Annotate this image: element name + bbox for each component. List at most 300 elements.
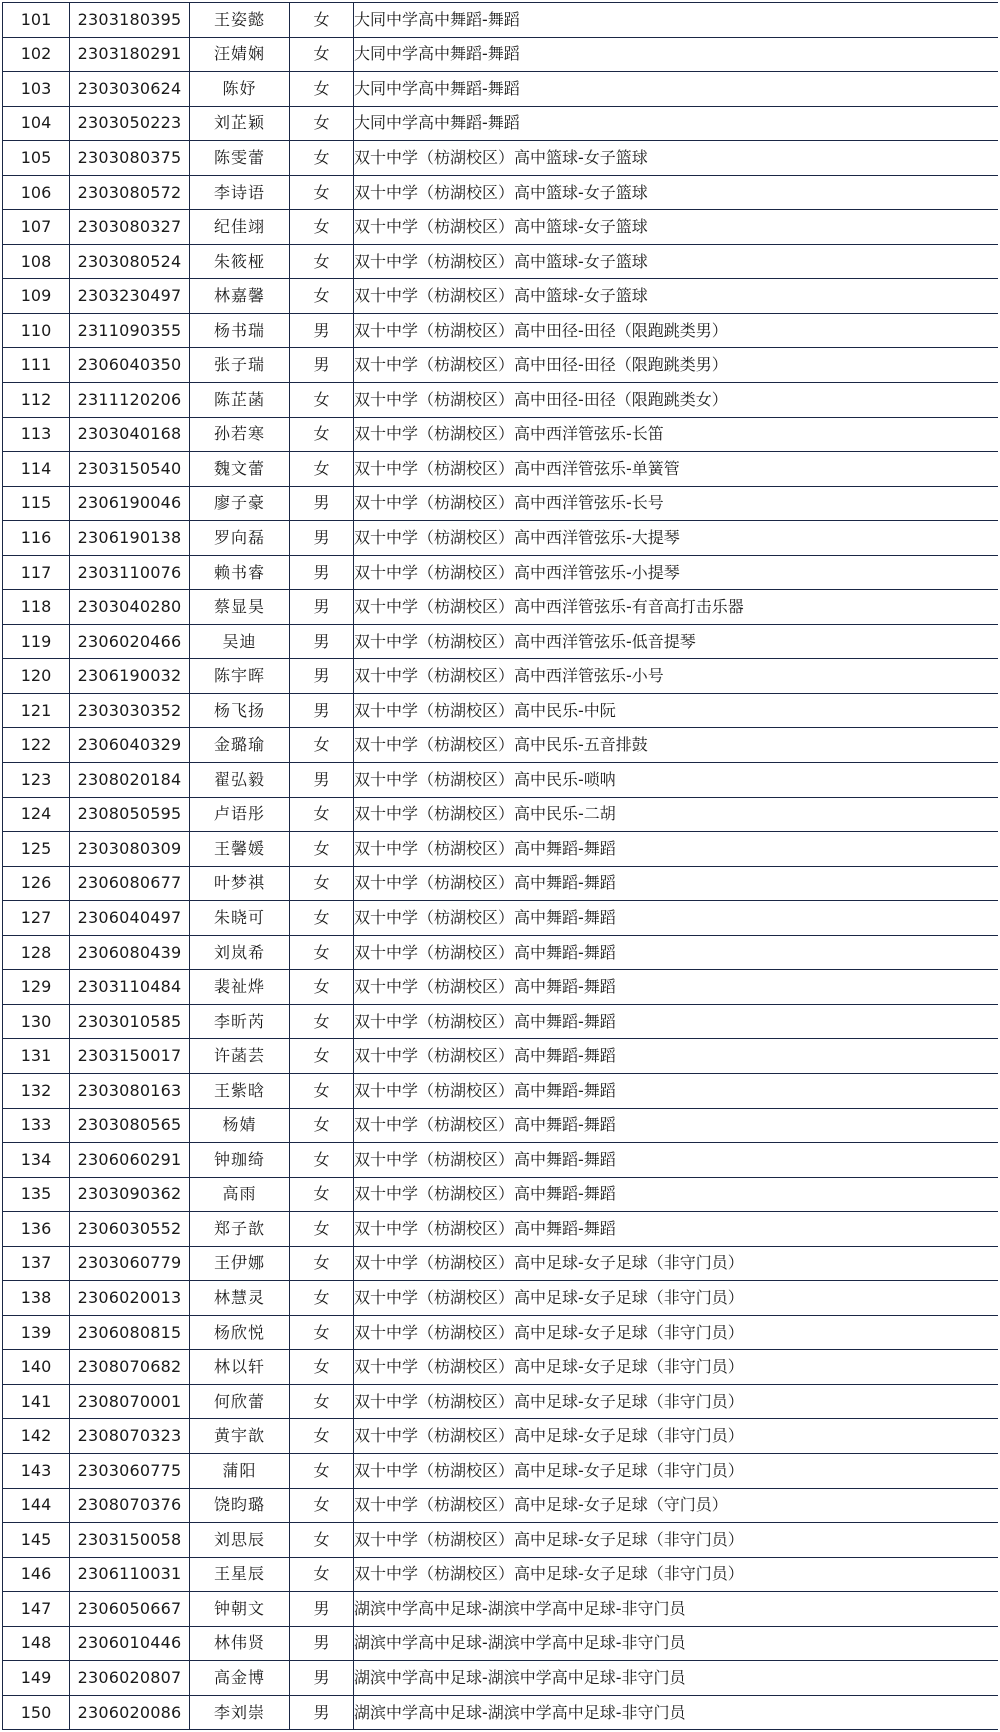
table-row <box>3 970 999 1005</box>
table-row <box>3 693 999 728</box>
serial-number-cell: 119 <box>3 624 70 659</box>
school-project-cell: 双十中学（枋湖校区）高中足球-女子足球（非守门员） <box>354 1350 999 1385</box>
school-project-cell: 双十中学（枋湖校区）高中篮球-女子篮球 <box>354 210 999 245</box>
gender-cell: 女 <box>290 1073 354 1108</box>
candidate-id-cell: 2303080565 <box>70 1108 190 1143</box>
table-row <box>3 452 999 487</box>
student-name-cell: 魏文蕾 <box>190 452 290 487</box>
table-row <box>3 210 999 245</box>
serial-number-cell: 148 <box>3 1626 70 1661</box>
school-project-cell: 双十中学（枋湖校区）高中舞蹈-舞蹈 <box>354 935 999 970</box>
student-name-cell: 杨书瑞 <box>190 313 290 348</box>
school-project-cell: 双十中学（枋湖校区）高中舞蹈-舞蹈 <box>354 832 999 867</box>
candidate-id-cell: 2306080439 <box>70 935 190 970</box>
serial-number-cell: 136 <box>3 1212 70 1247</box>
serial-number-cell: 122 <box>3 728 70 763</box>
student-name-cell: 蒲阳 <box>190 1453 290 1488</box>
school-project-cell: 双十中学（枋湖校区）高中足球-女子足球（非守门员） <box>354 1557 999 1592</box>
student-name-cell: 钟珈绮 <box>190 1143 290 1178</box>
student-name-cell: 蔡显昊 <box>190 590 290 625</box>
student-name-cell: 高金博 <box>190 1661 290 1696</box>
serial-number-cell: 115 <box>3 486 70 521</box>
student-name-cell: 杨婧 <box>190 1108 290 1143</box>
candidate-id-cell: 2303180291 <box>70 37 190 72</box>
serial-number-cell: 141 <box>3 1384 70 1419</box>
candidate-id-cell: 2303060779 <box>70 1246 190 1281</box>
serial-number-cell: 124 <box>3 797 70 832</box>
school-project-cell: 双十中学（枋湖校区）高中舞蹈-舞蹈 <box>354 1073 999 1108</box>
serial-number-cell: 135 <box>3 1177 70 1212</box>
table-row <box>3 832 999 867</box>
student-name-cell: 高雨 <box>190 1177 290 1212</box>
table-row <box>3 521 999 556</box>
student-name-cell: 饶昀璐 <box>190 1488 290 1523</box>
table-row <box>3 1212 999 1247</box>
gender-cell: 女 <box>290 1177 354 1212</box>
table-row <box>3 1419 999 1454</box>
table-row <box>3 348 999 383</box>
table-row <box>3 72 999 107</box>
gender-cell: 女 <box>290 37 354 72</box>
candidate-id-cell: 2303050223 <box>70 106 190 141</box>
gender-cell: 女 <box>290 279 354 314</box>
candidate-id-cell: 2306020013 <box>70 1281 190 1316</box>
serial-number-cell: 123 <box>3 763 70 798</box>
serial-number-cell: 102 <box>3 37 70 72</box>
student-name-cell: 陈芷菡 <box>190 383 290 418</box>
candidate-id-cell: 2303110484 <box>70 970 190 1005</box>
student-name-cell: 朱晓可 <box>190 901 290 936</box>
table-row <box>3 1523 999 1558</box>
candidate-id-cell: 2303150058 <box>70 1523 190 1558</box>
school-project-cell: 双十中学（枋湖校区）高中西洋管弦乐-长号 <box>354 486 999 521</box>
school-project-cell: 双十中学（枋湖校区）高中田径-田径（限跑跳类女） <box>354 383 999 418</box>
student-name-cell: 林慧灵 <box>190 1281 290 1316</box>
gender-cell: 男 <box>290 693 354 728</box>
student-name-cell: 裴祉烨 <box>190 970 290 1005</box>
candidate-id-cell: 2311090355 <box>70 313 190 348</box>
student-name-cell: 孙若寒 <box>190 417 290 452</box>
table-row <box>3 935 999 970</box>
candidate-id-cell: 2308070001 <box>70 1384 190 1419</box>
candidate-id-cell: 2306020807 <box>70 1661 190 1696</box>
table-row <box>3 1039 999 1074</box>
serial-number-cell: 145 <box>3 1523 70 1558</box>
student-name-cell: 汪婧娴 <box>190 37 290 72</box>
roster-table <box>2 2 998 1730</box>
school-project-cell: 双十中学（枋湖校区）高中舞蹈-舞蹈 <box>354 970 999 1005</box>
student-name-cell: 吴迪 <box>190 624 290 659</box>
candidate-id-cell: 2308070376 <box>70 1488 190 1523</box>
serial-number-cell: 146 <box>3 1557 70 1592</box>
student-name-cell: 林伟贤 <box>190 1626 290 1661</box>
table-row <box>3 728 999 763</box>
student-name-cell: 陈雯蕾 <box>190 141 290 176</box>
school-project-cell: 双十中学（枋湖校区）高中足球-女子足球（守门员） <box>354 1488 999 1523</box>
candidate-id-cell: 2308020184 <box>70 763 190 798</box>
school-project-cell: 双十中学（枋湖校区）高中民乐-唢呐 <box>354 763 999 798</box>
candidate-id-cell: 2306040350 <box>70 348 190 383</box>
gender-cell: 女 <box>290 383 354 418</box>
serial-number-cell: 133 <box>3 1108 70 1143</box>
school-project-cell: 双十中学（枋湖校区）高中足球-女子足球（非守门员） <box>354 1246 999 1281</box>
serial-number-cell: 121 <box>3 693 70 728</box>
school-project-cell: 双十中学（枋湖校区）高中足球-女子足球（非守门员） <box>354 1419 999 1454</box>
serial-number-cell: 137 <box>3 1246 70 1281</box>
gender-cell: 男 <box>290 1626 354 1661</box>
student-name-cell: 王紫晗 <box>190 1073 290 1108</box>
student-name-cell: 王星辰 <box>190 1557 290 1592</box>
table-row <box>3 659 999 694</box>
table-row <box>3 383 999 418</box>
student-name-cell: 廖子豪 <box>190 486 290 521</box>
candidate-id-cell: 2303030624 <box>70 72 190 107</box>
serial-number-cell: 114 <box>3 452 70 487</box>
gender-cell: 女 <box>290 106 354 141</box>
serial-number-cell: 142 <box>3 1419 70 1454</box>
gender-cell: 女 <box>290 866 354 901</box>
gender-cell: 女 <box>290 1108 354 1143</box>
candidate-id-cell: 2306040329 <box>70 728 190 763</box>
student-name-cell: 黄宇歆 <box>190 1419 290 1454</box>
serial-number-cell: 101 <box>3 3 70 38</box>
student-name-cell: 刘思辰 <box>190 1523 290 1558</box>
school-project-cell: 双十中学（枋湖校区）高中民乐-中阮 <box>354 693 999 728</box>
school-project-cell: 双十中学（枋湖校区）高中舞蹈-舞蹈 <box>354 901 999 936</box>
table-row <box>3 1557 999 1592</box>
student-name-cell: 纪佳翊 <box>190 210 290 245</box>
candidate-id-cell: 2306190138 <box>70 521 190 556</box>
serial-number-cell: 112 <box>3 383 70 418</box>
table-row <box>3 797 999 832</box>
table-row <box>3 37 999 72</box>
roster-table-body <box>3 3 999 1730</box>
candidate-id-cell: 2303150017 <box>70 1039 190 1074</box>
school-project-cell: 双十中学（枋湖校区）高中舞蹈-舞蹈 <box>354 1177 999 1212</box>
gender-cell: 男 <box>290 659 354 694</box>
candidate-id-cell: 2303150540 <box>70 452 190 487</box>
school-project-cell: 大同中学高中舞蹈-舞蹈 <box>354 3 999 38</box>
gender-cell: 女 <box>290 970 354 1005</box>
serial-number-cell: 134 <box>3 1143 70 1178</box>
serial-number-cell: 118 <box>3 590 70 625</box>
gender-cell: 女 <box>290 3 354 38</box>
gender-cell: 女 <box>290 452 354 487</box>
serial-number-cell: 104 <box>3 106 70 141</box>
candidate-id-cell: 2303040280 <box>70 590 190 625</box>
table-row <box>3 763 999 798</box>
candidate-id-cell: 2306190032 <box>70 659 190 694</box>
candidate-id-cell: 2303080572 <box>70 175 190 210</box>
serial-number-cell: 105 <box>3 141 70 176</box>
student-name-cell: 赖书睿 <box>190 555 290 590</box>
candidate-id-cell: 2306190046 <box>70 486 190 521</box>
candidate-id-cell: 2306080677 <box>70 866 190 901</box>
school-project-cell: 双十中学（枋湖校区）高中民乐-五音排鼓 <box>354 728 999 763</box>
school-project-cell: 双十中学（枋湖校区）高中舞蹈-舞蹈 <box>354 1143 999 1178</box>
candidate-id-cell: 2306020086 <box>70 1695 190 1730</box>
candidate-id-cell: 2306040497 <box>70 901 190 936</box>
candidate-id-cell: 2303180395 <box>70 3 190 38</box>
school-project-cell: 双十中学（枋湖校区）高中田径-田径（限跑跳类男） <box>354 348 999 383</box>
gender-cell: 女 <box>290 935 354 970</box>
table-row <box>3 1488 999 1523</box>
school-project-cell: 双十中学（枋湖校区）高中西洋管弦乐-低音提琴 <box>354 624 999 659</box>
student-name-cell: 刘岚希 <box>190 935 290 970</box>
candidate-id-cell: 2303080524 <box>70 244 190 279</box>
school-project-cell: 大同中学高中舞蹈-舞蹈 <box>354 72 999 107</box>
candidate-id-cell: 2303040168 <box>70 417 190 452</box>
school-project-cell: 双十中学（枋湖校区）高中篮球-女子篮球 <box>354 244 999 279</box>
candidate-id-cell: 2306060291 <box>70 1143 190 1178</box>
candidate-id-cell: 2306020466 <box>70 624 190 659</box>
serial-number-cell: 125 <box>3 832 70 867</box>
table-row <box>3 1108 999 1143</box>
gender-cell: 女 <box>290 797 354 832</box>
gender-cell: 女 <box>290 1488 354 1523</box>
serial-number-cell: 147 <box>3 1592 70 1627</box>
student-name-cell: 许菡芸 <box>190 1039 290 1074</box>
school-project-cell: 双十中学（枋湖校区）高中西洋管弦乐-小号 <box>354 659 999 694</box>
serial-number-cell: 110 <box>3 313 70 348</box>
table-row <box>3 1453 999 1488</box>
student-name-cell: 王伊娜 <box>190 1246 290 1281</box>
serial-number-cell: 131 <box>3 1039 70 1074</box>
table-row <box>3 555 999 590</box>
table-row <box>3 1592 999 1627</box>
gender-cell: 女 <box>290 1523 354 1558</box>
gender-cell: 男 <box>290 348 354 383</box>
school-project-cell: 双十中学（枋湖校区）高中西洋管弦乐-小提琴 <box>354 555 999 590</box>
gender-cell: 女 <box>290 1350 354 1385</box>
table-row <box>3 1004 999 1039</box>
candidate-id-cell: 2308070682 <box>70 1350 190 1385</box>
gender-cell: 女 <box>290 901 354 936</box>
student-name-cell: 翟弘毅 <box>190 763 290 798</box>
table-row <box>3 1384 999 1419</box>
gender-cell: 女 <box>290 1315 354 1350</box>
student-name-cell: 陈宇晖 <box>190 659 290 694</box>
gender-cell: 男 <box>290 1592 354 1627</box>
student-name-cell: 郑子歆 <box>190 1212 290 1247</box>
candidate-id-cell: 2311120206 <box>70 383 190 418</box>
table-row <box>3 106 999 141</box>
student-name-cell: 金璐瑜 <box>190 728 290 763</box>
student-name-cell: 李刘崇 <box>190 1695 290 1730</box>
student-name-cell: 叶梦祺 <box>190 866 290 901</box>
school-project-cell: 湖滨中学高中足球-湖滨中学高中足球-非守门员 <box>354 1626 999 1661</box>
candidate-id-cell: 2303090362 <box>70 1177 190 1212</box>
table-row <box>3 1281 999 1316</box>
gender-cell: 男 <box>290 590 354 625</box>
student-name-cell: 杨欣悦 <box>190 1315 290 1350</box>
candidate-id-cell: 2303010585 <box>70 1004 190 1039</box>
student-name-cell: 李诗语 <box>190 175 290 210</box>
serial-number-cell: 144 <box>3 1488 70 1523</box>
school-project-cell: 双十中学（枋湖校区）高中田径-田径（限跑跳类男） <box>354 313 999 348</box>
school-project-cell: 大同中学高中舞蹈-舞蹈 <box>354 37 999 72</box>
candidate-id-cell: 2303230497 <box>70 279 190 314</box>
school-project-cell: 双十中学（枋湖校区）高中舞蹈-舞蹈 <box>354 866 999 901</box>
serial-number-cell: 150 <box>3 1695 70 1730</box>
gender-cell: 男 <box>290 521 354 556</box>
table-row <box>3 1246 999 1281</box>
student-name-cell: 罗向磊 <box>190 521 290 556</box>
school-project-cell: 双十中学（枋湖校区）高中舞蹈-舞蹈 <box>354 1108 999 1143</box>
gender-cell: 女 <box>290 244 354 279</box>
gender-cell: 男 <box>290 486 354 521</box>
school-project-cell: 双十中学（枋湖校区）高中西洋管弦乐-有音高打击乐器 <box>354 590 999 625</box>
candidate-id-cell: 2308070323 <box>70 1419 190 1454</box>
gender-cell: 男 <box>290 624 354 659</box>
gender-cell: 女 <box>290 1419 354 1454</box>
serial-number-cell: 116 <box>3 521 70 556</box>
gender-cell: 女 <box>290 728 354 763</box>
student-name-cell: 何欣蕾 <box>190 1384 290 1419</box>
candidate-id-cell: 2303060775 <box>70 1453 190 1488</box>
gender-cell: 女 <box>290 141 354 176</box>
student-name-cell: 卢语彤 <box>190 797 290 832</box>
gender-cell: 男 <box>290 313 354 348</box>
candidate-id-cell: 2303110076 <box>70 555 190 590</box>
table-row <box>3 1073 999 1108</box>
gender-cell: 女 <box>290 1246 354 1281</box>
table-row <box>3 141 999 176</box>
student-name-cell: 朱筱桠 <box>190 244 290 279</box>
table-row <box>3 1661 999 1696</box>
gender-cell: 女 <box>290 1004 354 1039</box>
school-project-cell: 双十中学（枋湖校区）高中舞蹈-舞蹈 <box>354 1039 999 1074</box>
serial-number-cell: 128 <box>3 935 70 970</box>
gender-cell: 男 <box>290 1695 354 1730</box>
student-name-cell: 张子瑞 <box>190 348 290 383</box>
gender-cell: 女 <box>290 1453 354 1488</box>
student-name-cell: 王馨媛 <box>190 832 290 867</box>
student-name-cell: 林嘉馨 <box>190 279 290 314</box>
school-project-cell: 双十中学（枋湖校区）高中足球-女子足球（非守门员） <box>354 1523 999 1558</box>
candidate-id-cell: 2308050595 <box>70 797 190 832</box>
gender-cell: 女 <box>290 1281 354 1316</box>
table-row <box>3 175 999 210</box>
table-row <box>3 313 999 348</box>
student-name-cell: 刘芷颖 <box>190 106 290 141</box>
school-project-cell: 湖滨中学高中足球-湖滨中学高中足球-非守门员 <box>354 1661 999 1696</box>
student-name-cell: 杨飞扬 <box>190 693 290 728</box>
table-row <box>3 1350 999 1385</box>
school-project-cell: 双十中学（枋湖校区）高中篮球-女子篮球 <box>354 175 999 210</box>
school-project-cell: 双十中学（枋湖校区）高中篮球-女子篮球 <box>354 141 999 176</box>
student-name-cell: 林以轩 <box>190 1350 290 1385</box>
gender-cell: 女 <box>290 1557 354 1592</box>
table-row <box>3 244 999 279</box>
serial-number-cell: 129 <box>3 970 70 1005</box>
table-row <box>3 624 999 659</box>
gender-cell: 女 <box>290 1212 354 1247</box>
candidate-id-cell: 2306030552 <box>70 1212 190 1247</box>
table-row <box>3 279 999 314</box>
gender-cell: 男 <box>290 555 354 590</box>
gender-cell: 女 <box>290 175 354 210</box>
candidate-id-cell: 2306080815 <box>70 1315 190 1350</box>
candidate-id-cell: 2303080309 <box>70 832 190 867</box>
table-row <box>3 1626 999 1661</box>
candidate-id-cell: 2303080163 <box>70 1073 190 1108</box>
school-project-cell: 双十中学（枋湖校区）高中足球-女子足球（非守门员） <box>354 1453 999 1488</box>
candidate-id-cell: 2306010446 <box>70 1626 190 1661</box>
gender-cell: 女 <box>290 1384 354 1419</box>
table-row <box>3 866 999 901</box>
school-project-cell: 双十中学（枋湖校区）高中足球-女子足球（非守门员） <box>354 1281 999 1316</box>
table-row <box>3 486 999 521</box>
candidate-id-cell: 2306050667 <box>70 1592 190 1627</box>
serial-number-cell: 109 <box>3 279 70 314</box>
school-project-cell: 大同中学高中舞蹈-舞蹈 <box>354 106 999 141</box>
table-row <box>3 901 999 936</box>
serial-number-cell: 149 <box>3 1661 70 1696</box>
serial-number-cell: 130 <box>3 1004 70 1039</box>
serial-number-cell: 117 <box>3 555 70 590</box>
school-project-cell: 湖滨中学高中足球-湖滨中学高中足球-非守门员 <box>354 1592 999 1627</box>
school-project-cell: 双十中学（枋湖校区）高中舞蹈-舞蹈 <box>354 1212 999 1247</box>
candidate-id-cell: 2303080327 <box>70 210 190 245</box>
serial-number-cell: 113 <box>3 417 70 452</box>
school-project-cell: 双十中学（枋湖校区）高中篮球-女子篮球 <box>354 279 999 314</box>
table-row <box>3 1695 999 1730</box>
gender-cell: 女 <box>290 1039 354 1074</box>
serial-number-cell: 111 <box>3 348 70 383</box>
school-project-cell: 双十中学（枋湖校区）高中西洋管弦乐-单簧管 <box>354 452 999 487</box>
serial-number-cell: 143 <box>3 1453 70 1488</box>
serial-number-cell: 132 <box>3 1073 70 1108</box>
student-name-cell: 钟朝文 <box>190 1592 290 1627</box>
gender-cell: 男 <box>290 763 354 798</box>
serial-number-cell: 126 <box>3 866 70 901</box>
student-name-cell: 王姿懿 <box>190 3 290 38</box>
school-project-cell: 双十中学（枋湖校区）高中足球-女子足球（非守门员） <box>354 1384 999 1419</box>
gender-cell: 女 <box>290 1143 354 1178</box>
table-row <box>3 590 999 625</box>
serial-number-cell: 107 <box>3 210 70 245</box>
table-row <box>3 1143 999 1178</box>
table-row <box>3 1315 999 1350</box>
gender-cell: 女 <box>290 417 354 452</box>
roster-sheet <box>2 2 998 1730</box>
student-name-cell: 陈妤 <box>190 72 290 107</box>
gender-cell: 女 <box>290 210 354 245</box>
school-project-cell: 湖滨中学高中足球-湖滨中学高中足球-非守门员 <box>354 1695 999 1730</box>
candidate-id-cell: 2303030352 <box>70 693 190 728</box>
table-row <box>3 1177 999 1212</box>
gender-cell: 女 <box>290 72 354 107</box>
serial-number-cell: 108 <box>3 244 70 279</box>
serial-number-cell: 138 <box>3 1281 70 1316</box>
school-project-cell: 双十中学（枋湖校区）高中西洋管弦乐-长笛 <box>354 417 999 452</box>
school-project-cell: 双十中学（枋湖校区）高中舞蹈-舞蹈 <box>354 1004 999 1039</box>
gender-cell: 男 <box>290 1661 354 1696</box>
serial-number-cell: 103 <box>3 72 70 107</box>
serial-number-cell: 140 <box>3 1350 70 1385</box>
serial-number-cell: 120 <box>3 659 70 694</box>
school-project-cell: 双十中学（枋湖校区）高中民乐-二胡 <box>354 797 999 832</box>
table-row <box>3 3 999 38</box>
candidate-id-cell: 2306110031 <box>70 1557 190 1592</box>
school-project-cell: 双十中学（枋湖校区）高中西洋管弦乐-大提琴 <box>354 521 999 556</box>
student-name-cell: 李昕芮 <box>190 1004 290 1039</box>
candidate-id-cell: 2303080375 <box>70 141 190 176</box>
gender-cell: 女 <box>290 832 354 867</box>
serial-number-cell: 139 <box>3 1315 70 1350</box>
table-row <box>3 417 999 452</box>
